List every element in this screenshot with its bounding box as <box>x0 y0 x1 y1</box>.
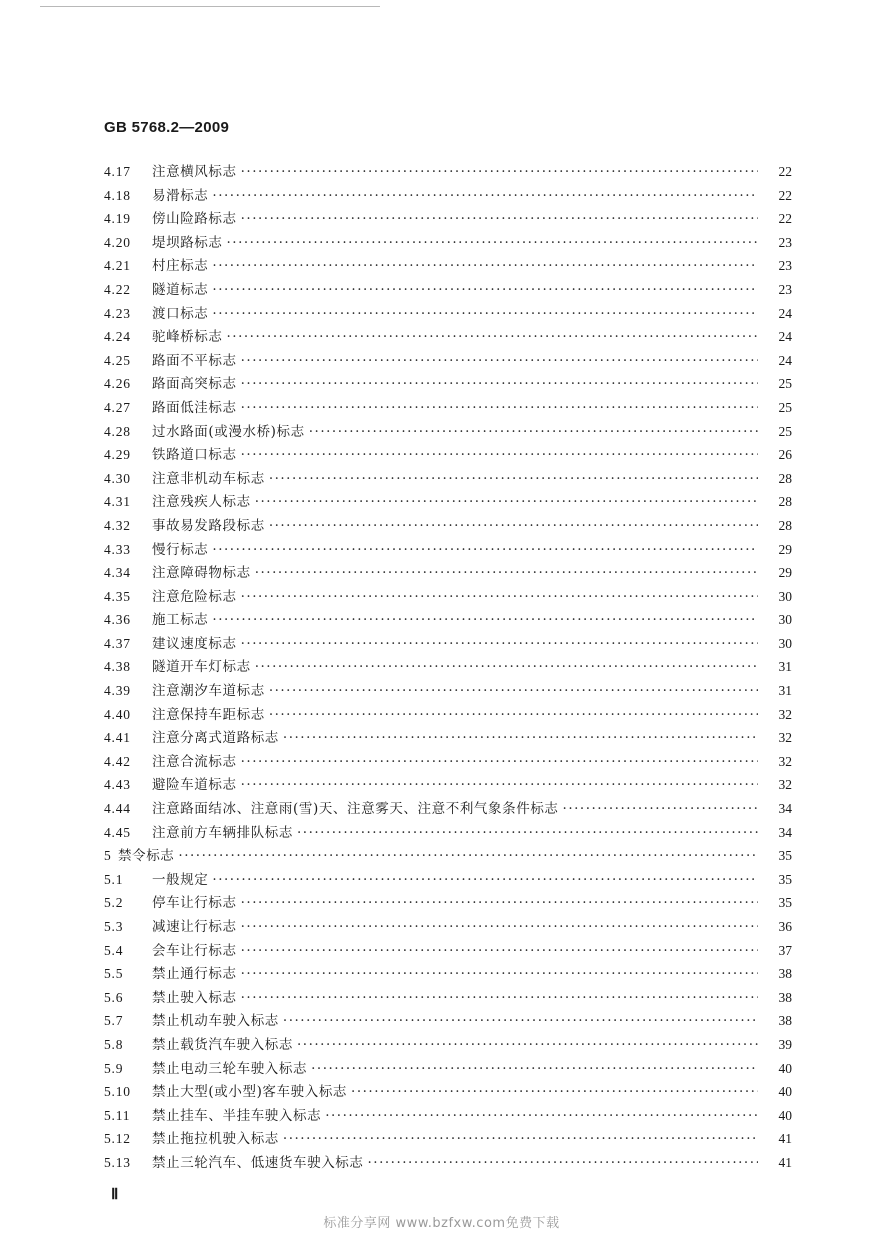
toc-dot-leader <box>241 586 758 610</box>
toc-entry-number: 5.9 <box>104 1060 124 1076</box>
toc-entry-page: 32 <box>778 706 792 722</box>
toc-entry-number: 4.31 <box>104 494 131 510</box>
toc-entry-page: 31 <box>778 683 792 699</box>
toc-entry-number: 4.29 <box>104 447 131 463</box>
toc-entry-title: 禁止大型(或小型)客车驶入标志 <box>152 1084 348 1101</box>
toc-entry[interactable] <box>104 585 792 609</box>
toc-entry-page: 38 <box>778 989 792 1005</box>
toc-entry[interactable] <box>104 1057 792 1081</box>
toc-dot-leader <box>255 491 758 515</box>
toc-entry-title: 事故易发路段标志 <box>152 517 265 534</box>
toc-entry-title: 停车让行标志 <box>152 895 237 912</box>
toc-dot-leader <box>269 468 758 492</box>
toc-entry-number: 5.7 <box>104 1013 124 1029</box>
toc-entry-page: 36 <box>778 919 792 934</box>
toc-entry-title: 禁止挂车、半挂车驶入标志 <box>152 1107 322 1124</box>
toc-entry-page: 28 <box>778 517 792 533</box>
toc-entry[interactable] <box>104 349 792 373</box>
toc-entry[interactable] <box>104 797 792 821</box>
toc-dot-leader <box>325 1105 758 1129</box>
toc-entry-page: 38 <box>778 966 792 982</box>
toc-entry-page: 30 <box>778 588 792 604</box>
toc-dot-leader <box>241 892 758 916</box>
toc-entry[interactable] <box>104 490 792 514</box>
toc-entry-title: 禁止载货汽车驶入标志 <box>152 1036 293 1053</box>
toc-entry-number: 4.35 <box>104 588 131 604</box>
toc-entry-number: 4.40 <box>104 706 131 722</box>
toc-entry-number: 5.3 <box>104 919 124 934</box>
toc-entry-page: 32 <box>778 730 792 746</box>
toc-dot-leader <box>283 1128 758 1152</box>
toc-entry-page: 22 <box>778 211 792 227</box>
toc-dot-leader <box>309 421 758 445</box>
toc-entry-title: 铁路道口标志 <box>152 447 237 464</box>
toc-entry-number: 4.33 <box>104 541 131 557</box>
toc-entry[interactable] <box>104 868 792 892</box>
toc-entry-page: 24 <box>778 305 792 321</box>
toc-entry-page: 30 <box>778 635 792 651</box>
toc-entry[interactable] <box>104 302 792 326</box>
toc-dot-leader <box>241 916 758 940</box>
toc-entry-page: 40 <box>778 1107 792 1123</box>
toc-entry-page: 31 <box>778 659 792 675</box>
toc-entry[interactable] <box>104 514 792 538</box>
toc-entry-page: 41 <box>778 1131 792 1147</box>
toc-entry-page: 40 <box>778 1084 792 1100</box>
toc-dot-leader <box>255 656 758 680</box>
toc-entry-number: 4.43 <box>104 777 131 793</box>
toc-entry-title: 禁止机动车驶入标志 <box>152 1013 279 1030</box>
toc-entry-page: 32 <box>778 753 792 769</box>
toc-entry[interactable] <box>104 773 792 797</box>
toc-entry-number: 5.13 <box>104 1154 131 1170</box>
toc-dot-leader <box>241 444 758 468</box>
toc-dot-leader <box>212 279 758 303</box>
toc-entry-number: 4.27 <box>104 399 131 415</box>
toc-entry-title: 过水路面(或漫水桥)标志 <box>152 423 305 440</box>
toc-dot-leader <box>212 255 758 279</box>
toc-entry[interactable] <box>104 372 792 396</box>
scan-edge-line <box>40 6 380 7</box>
toc-entry-page: 28 <box>778 470 792 486</box>
toc-entry-page: 40 <box>778 1060 792 1076</box>
toc-entry[interactable] <box>104 1080 792 1104</box>
toc-entry-title: 注意残疾人标志 <box>152 494 251 511</box>
toc-entry-page: 22 <box>778 164 792 179</box>
toc-entry-page: 25 <box>778 376 792 392</box>
toc-entry-number: 4.17 <box>104 164 131 179</box>
toc-entry[interactable] <box>104 655 792 679</box>
toc-entry-title: 渡口标志 <box>152 305 209 322</box>
toc-dot-leader <box>368 1152 759 1176</box>
toc-dot-leader <box>212 303 758 327</box>
toc-entry-page: 23 <box>778 234 792 250</box>
toc-entry[interactable] <box>104 1151 792 1175</box>
toc-entry-number: 5.5 <box>104 966 124 982</box>
toc-entry-number: 4.24 <box>104 329 131 345</box>
toc-entry-page: 38 <box>778 1013 792 1029</box>
toc-dot-leader <box>212 539 758 563</box>
toc-entry[interactable] <box>104 844 792 868</box>
toc-entry-number: 4.34 <box>104 565 131 581</box>
toc-entry[interactable] <box>104 1009 792 1033</box>
toc-dot-leader <box>212 185 758 209</box>
toc-entry[interactable] <box>104 231 792 255</box>
toc-entry-page: 24 <box>778 329 792 345</box>
toc-entry-page: 37 <box>778 942 792 958</box>
toc-entry-number: 5 <box>104 848 112 864</box>
toc-entry-number: 4.28 <box>104 423 131 439</box>
toc-entry-title: 禁止拖拉机驶入标志 <box>152 1131 279 1148</box>
toc-entry-title: 禁止通行标志 <box>152 966 237 983</box>
toc-entry-number: 4.32 <box>104 517 131 533</box>
toc-entry[interactable] <box>104 962 792 986</box>
toc-entry[interactable] <box>104 207 792 231</box>
toc-dot-leader <box>269 515 758 539</box>
toc-entry[interactable] <box>104 726 792 750</box>
toc-entry-title: 注意合流标志 <box>152 753 237 770</box>
toc-dot-leader <box>283 727 758 751</box>
toc-entry-page: 29 <box>778 541 792 557</box>
toc-entry[interactable] <box>104 160 792 184</box>
toc-entry-title: 注意分离式道路标志 <box>152 730 279 747</box>
toc-dot-leader <box>311 1058 758 1082</box>
toc-entry-page: 23 <box>778 258 792 274</box>
toc-entry-title: 驼峰桥标志 <box>152 329 223 346</box>
toc-entry-title: 建议速度标志 <box>152 635 237 652</box>
toc-entry-title: 傍山险路标志 <box>152 211 237 228</box>
toc-entry-title: 注意前方车辆排队标志 <box>152 824 293 841</box>
toc-entry-page: 25 <box>778 423 792 439</box>
toc-entry-title: 注意横风标志 <box>152 164 237 180</box>
toc-entry-number: 5.12 <box>104 1131 131 1147</box>
toc-entry-title: 注意路面结冰、注意雨(雪)天、注意雾天、注意不利气象条件标志 <box>152 801 559 818</box>
toc-entry[interactable] <box>104 750 792 774</box>
toc-entry[interactable] <box>104 915 792 939</box>
toc-entry-page: 35 <box>778 848 792 864</box>
toc-dot-leader <box>241 161 758 185</box>
toc-dot-leader <box>227 232 759 256</box>
toc-dot-leader <box>283 1010 758 1034</box>
toc-entry-page: 30 <box>778 612 792 628</box>
toc-entry-number: 4.30 <box>104 470 131 486</box>
toc-dot-leader <box>212 869 758 893</box>
toc-entry-title: 施工标志 <box>152 612 209 629</box>
toc-entry[interactable] <box>104 538 792 562</box>
toc-entry-page: 25 <box>778 399 792 415</box>
toc-entry-number: 5.1 <box>104 871 124 887</box>
toc-dot-leader <box>563 798 758 822</box>
toc-entry-number: 5.8 <box>104 1036 124 1052</box>
toc-entry-page: 35 <box>778 871 792 887</box>
toc-entry-page: 39 <box>778 1036 792 1052</box>
toc-entry-number: 4.19 <box>104 211 131 227</box>
toc-entry-number: 5.6 <box>104 989 124 1005</box>
toc-entry[interactable] <box>104 679 792 703</box>
toc-entry-number: 4.22 <box>104 281 131 297</box>
toc-entry-number: 4.37 <box>104 635 131 651</box>
toc-entry-number: 4.23 <box>104 305 131 321</box>
toc-entry-title: 慢行标志 <box>152 541 209 558</box>
toc-dot-leader <box>269 680 758 704</box>
toc-entry-title: 一般规定 <box>152 871 209 888</box>
toc-entry[interactable] <box>104 1104 792 1128</box>
toc-entry-number: 5.10 <box>104 1084 131 1100</box>
toc-entry[interactable] <box>104 939 792 963</box>
toc-entry-page: 22 <box>778 187 792 203</box>
toc-dot-leader <box>241 373 758 397</box>
toc-entry[interactable] <box>104 1033 792 1057</box>
toc-entry[interactable] <box>104 184 792 208</box>
toc-entry-number: 4.44 <box>104 801 131 817</box>
toc-entry-number: 4.36 <box>104 612 131 628</box>
toc-entry[interactable] <box>104 467 792 491</box>
toc-dot-leader <box>351 1081 758 1105</box>
toc-dot-leader <box>297 1034 758 1058</box>
toc-dot-leader <box>241 350 758 374</box>
toc-entry[interactable] <box>104 278 792 302</box>
toc-dot-leader <box>241 208 758 232</box>
standard-code-header: GB 5768.2—2009 <box>104 119 230 136</box>
toc-entry[interactable] <box>104 443 792 467</box>
toc-entry-number: 4.26 <box>104 376 131 392</box>
toc-entry-number: 5.4 <box>104 942 124 958</box>
toc-dot-leader <box>297 822 758 846</box>
toc-entry-page: 34 <box>778 801 792 817</box>
toc-entry-number: 4.21 <box>104 258 131 274</box>
toc-entry-title: 易滑标志 <box>152 187 209 204</box>
toc-entry-title: 禁止驶入标志 <box>152 989 237 1006</box>
toc-entry[interactable] <box>104 703 792 727</box>
toc-dot-leader <box>241 751 758 775</box>
toc-entry-page: 29 <box>778 565 792 581</box>
toc-entry-title: 注意障碍物标志 <box>152 565 251 582</box>
toc-entry-title: 注意危险标志 <box>152 588 237 605</box>
toc-entry-page: 28 <box>778 494 792 510</box>
toc-entry-title: 禁止三轮汽车、低速货车驶入标志 <box>152 1154 364 1171</box>
toc-entry-title: 隧道标志 <box>152 281 209 298</box>
toc-entry-number: 4.20 <box>104 234 131 250</box>
toc-entry-title: 路面高突标志 <box>152 376 237 393</box>
toc-dot-leader <box>212 609 758 633</box>
toc-entry[interactable] <box>104 891 792 915</box>
toc-dot-leader <box>227 326 759 350</box>
toc-entry-title: 注意非机动车标志 <box>152 470 265 487</box>
toc-entry-page: 24 <box>778 352 792 368</box>
toc-dot-leader <box>241 963 758 987</box>
toc-entry-number: 5.11 <box>104 1107 131 1123</box>
toc-entry-title: 禁令标志 <box>118 848 175 865</box>
page-number: Ⅱ <box>111 1187 119 1203</box>
toc-entry-title: 堤坝路标志 <box>152 234 223 251</box>
toc-entry-title: 注意潮汐车道标志 <box>152 683 265 700</box>
toc-entry-title: 隧道开车灯标志 <box>152 659 251 676</box>
toc-dot-leader <box>241 397 758 421</box>
table-of-contents <box>104 160 792 1175</box>
toc-dot-leader <box>241 633 758 657</box>
watermark-text: 标准分享网 www.bzfxw.com免费下载 <box>323 1216 560 1231</box>
toc-entry-title: 禁止电动三轮车驶入标志 <box>152 1060 308 1077</box>
toc-entry[interactable] <box>104 254 792 278</box>
toc-entry[interactable] <box>104 325 792 349</box>
toc-dot-leader <box>241 774 758 798</box>
toc-entry-number: 4.39 <box>104 683 131 699</box>
toc-dot-leader <box>269 704 758 728</box>
toc-dot-leader <box>241 940 758 964</box>
toc-dot-leader <box>178 845 758 869</box>
toc-entry-page: 26 <box>778 447 792 463</box>
toc-entry[interactable] <box>104 420 792 444</box>
toc-entry-number: 4.25 <box>104 352 131 368</box>
toc-entry[interactable] <box>104 396 792 420</box>
toc-entry-title: 路面不平标志 <box>152 352 237 369</box>
toc-dot-leader <box>255 562 758 586</box>
toc-entry-title: 注意保持车距标志 <box>152 706 265 723</box>
toc-entry-page: 23 <box>778 281 792 297</box>
toc-entry-page: 32 <box>778 777 792 793</box>
toc-entry-title: 路面低洼标志 <box>152 399 237 416</box>
toc-entry-number: 4.38 <box>104 659 131 675</box>
toc-entry[interactable] <box>104 561 792 585</box>
toc-entry-number: 4.41 <box>104 730 131 746</box>
toc-dot-leader <box>241 987 758 1011</box>
toc-entry[interactable] <box>104 1127 792 1151</box>
toc-entry[interactable] <box>104 821 792 845</box>
toc-entry[interactable] <box>104 608 792 632</box>
toc-entry-number: 4.45 <box>104 824 131 840</box>
toc-entry-title: 减速让行标志 <box>152 919 237 935</box>
toc-entry-page: 34 <box>778 824 792 840</box>
toc-entry[interactable] <box>104 986 792 1010</box>
toc-entry-page: 35 <box>778 895 792 911</box>
toc-entry-title: 避险车道标志 <box>152 777 237 794</box>
toc-entry-number: 4.18 <box>104 187 131 203</box>
toc-entry-number: 4.42 <box>104 753 131 769</box>
toc-entry[interactable] <box>104 632 792 656</box>
toc-entry-title: 会车让行标志 <box>152 942 237 959</box>
toc-entry-title: 村庄标志 <box>152 258 209 275</box>
toc-entry-number: 5.2 <box>104 895 124 911</box>
toc-entry-page: 41 <box>778 1154 792 1170</box>
